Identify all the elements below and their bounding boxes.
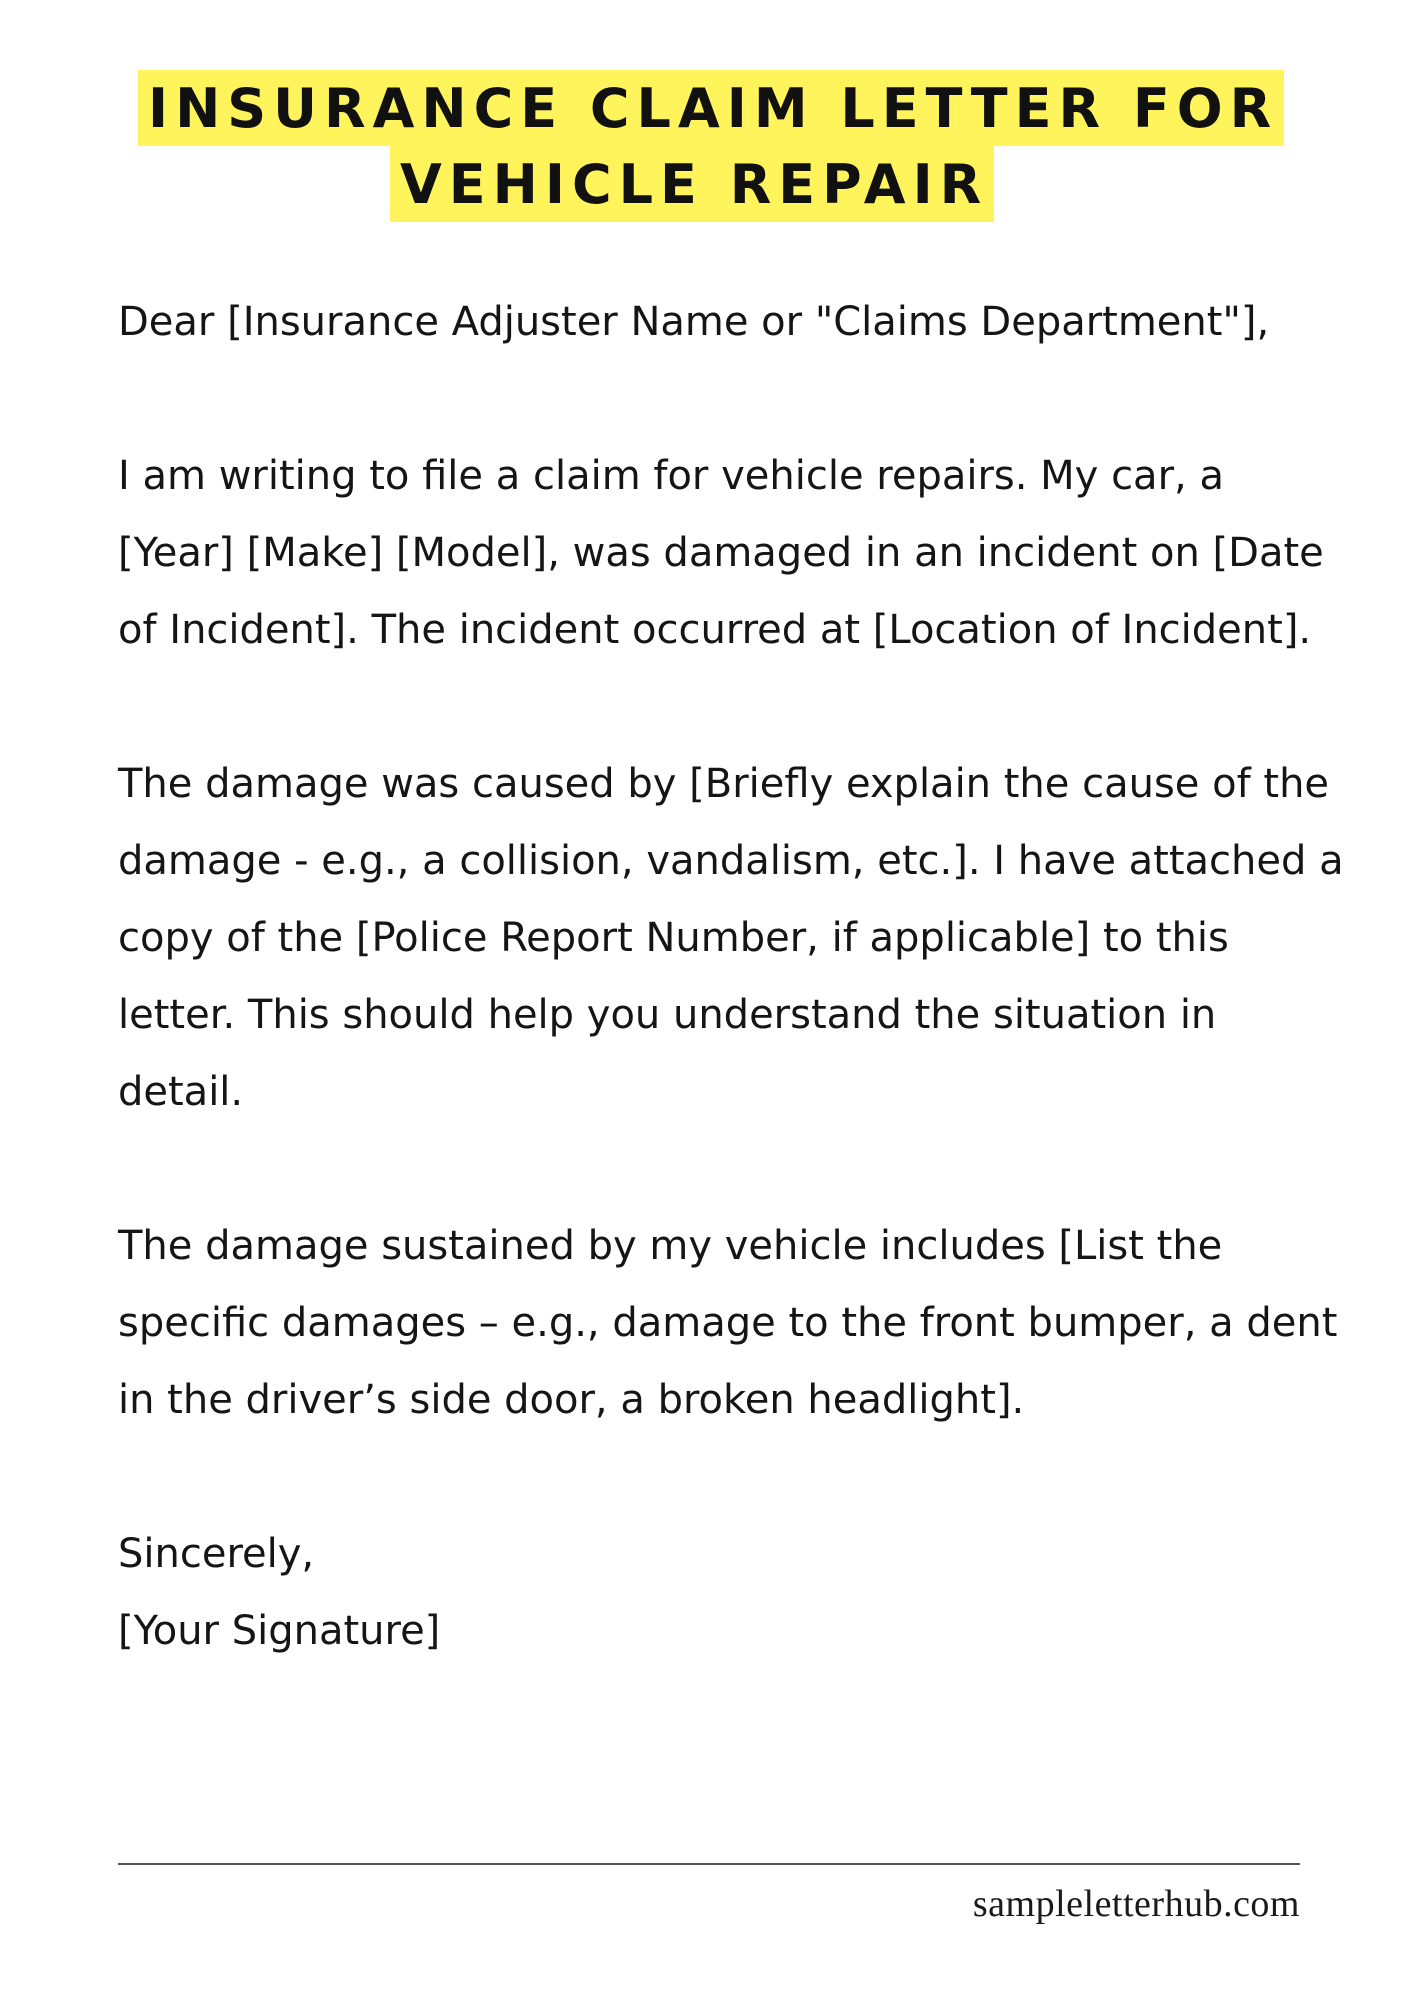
salutation: Dear [Insurance Adjuster Name or "Claims Department"], <box>118 299 1270 345</box>
paragraph-incident: I am writing to file a claim for vehicle repairs. My car, a [Year] [Make] [Model], was damaged in an incident on [Date of Incident]. The incident occurred at [Location of Incident]. <box>118 453 1324 653</box>
letter-body <box>118 284 1348 1670</box>
footer-site: sampleletterhub.com <box>972 1883 1300 1925</box>
title-line-1: INSURANCE CLAIM LETTER FOR <box>138 70 1284 146</box>
paragraph-cause: The damage was caused by [Briefly explain the cause of the damage - e.g., a collision, vandalism, etc.]. I have attached a copy of the [Police Report Number, if applicable] to this letter. This should help you understand the situation in detail. <box>118 761 1344 1115</box>
paragraph-damages: The damage sustained by my vehicle includes [List the specific damages – e.g., damage to the front bumper, a dent in the driver’s side door, a broken headlight]. <box>118 1223 1338 1423</box>
closing: Sincerely, <box>118 1531 315 1577</box>
title-line-2: VEHICLE REPAIR <box>390 146 994 222</box>
footer-divider <box>118 1863 1300 1865</box>
signature: [Your Signature] <box>118 1608 441 1654</box>
